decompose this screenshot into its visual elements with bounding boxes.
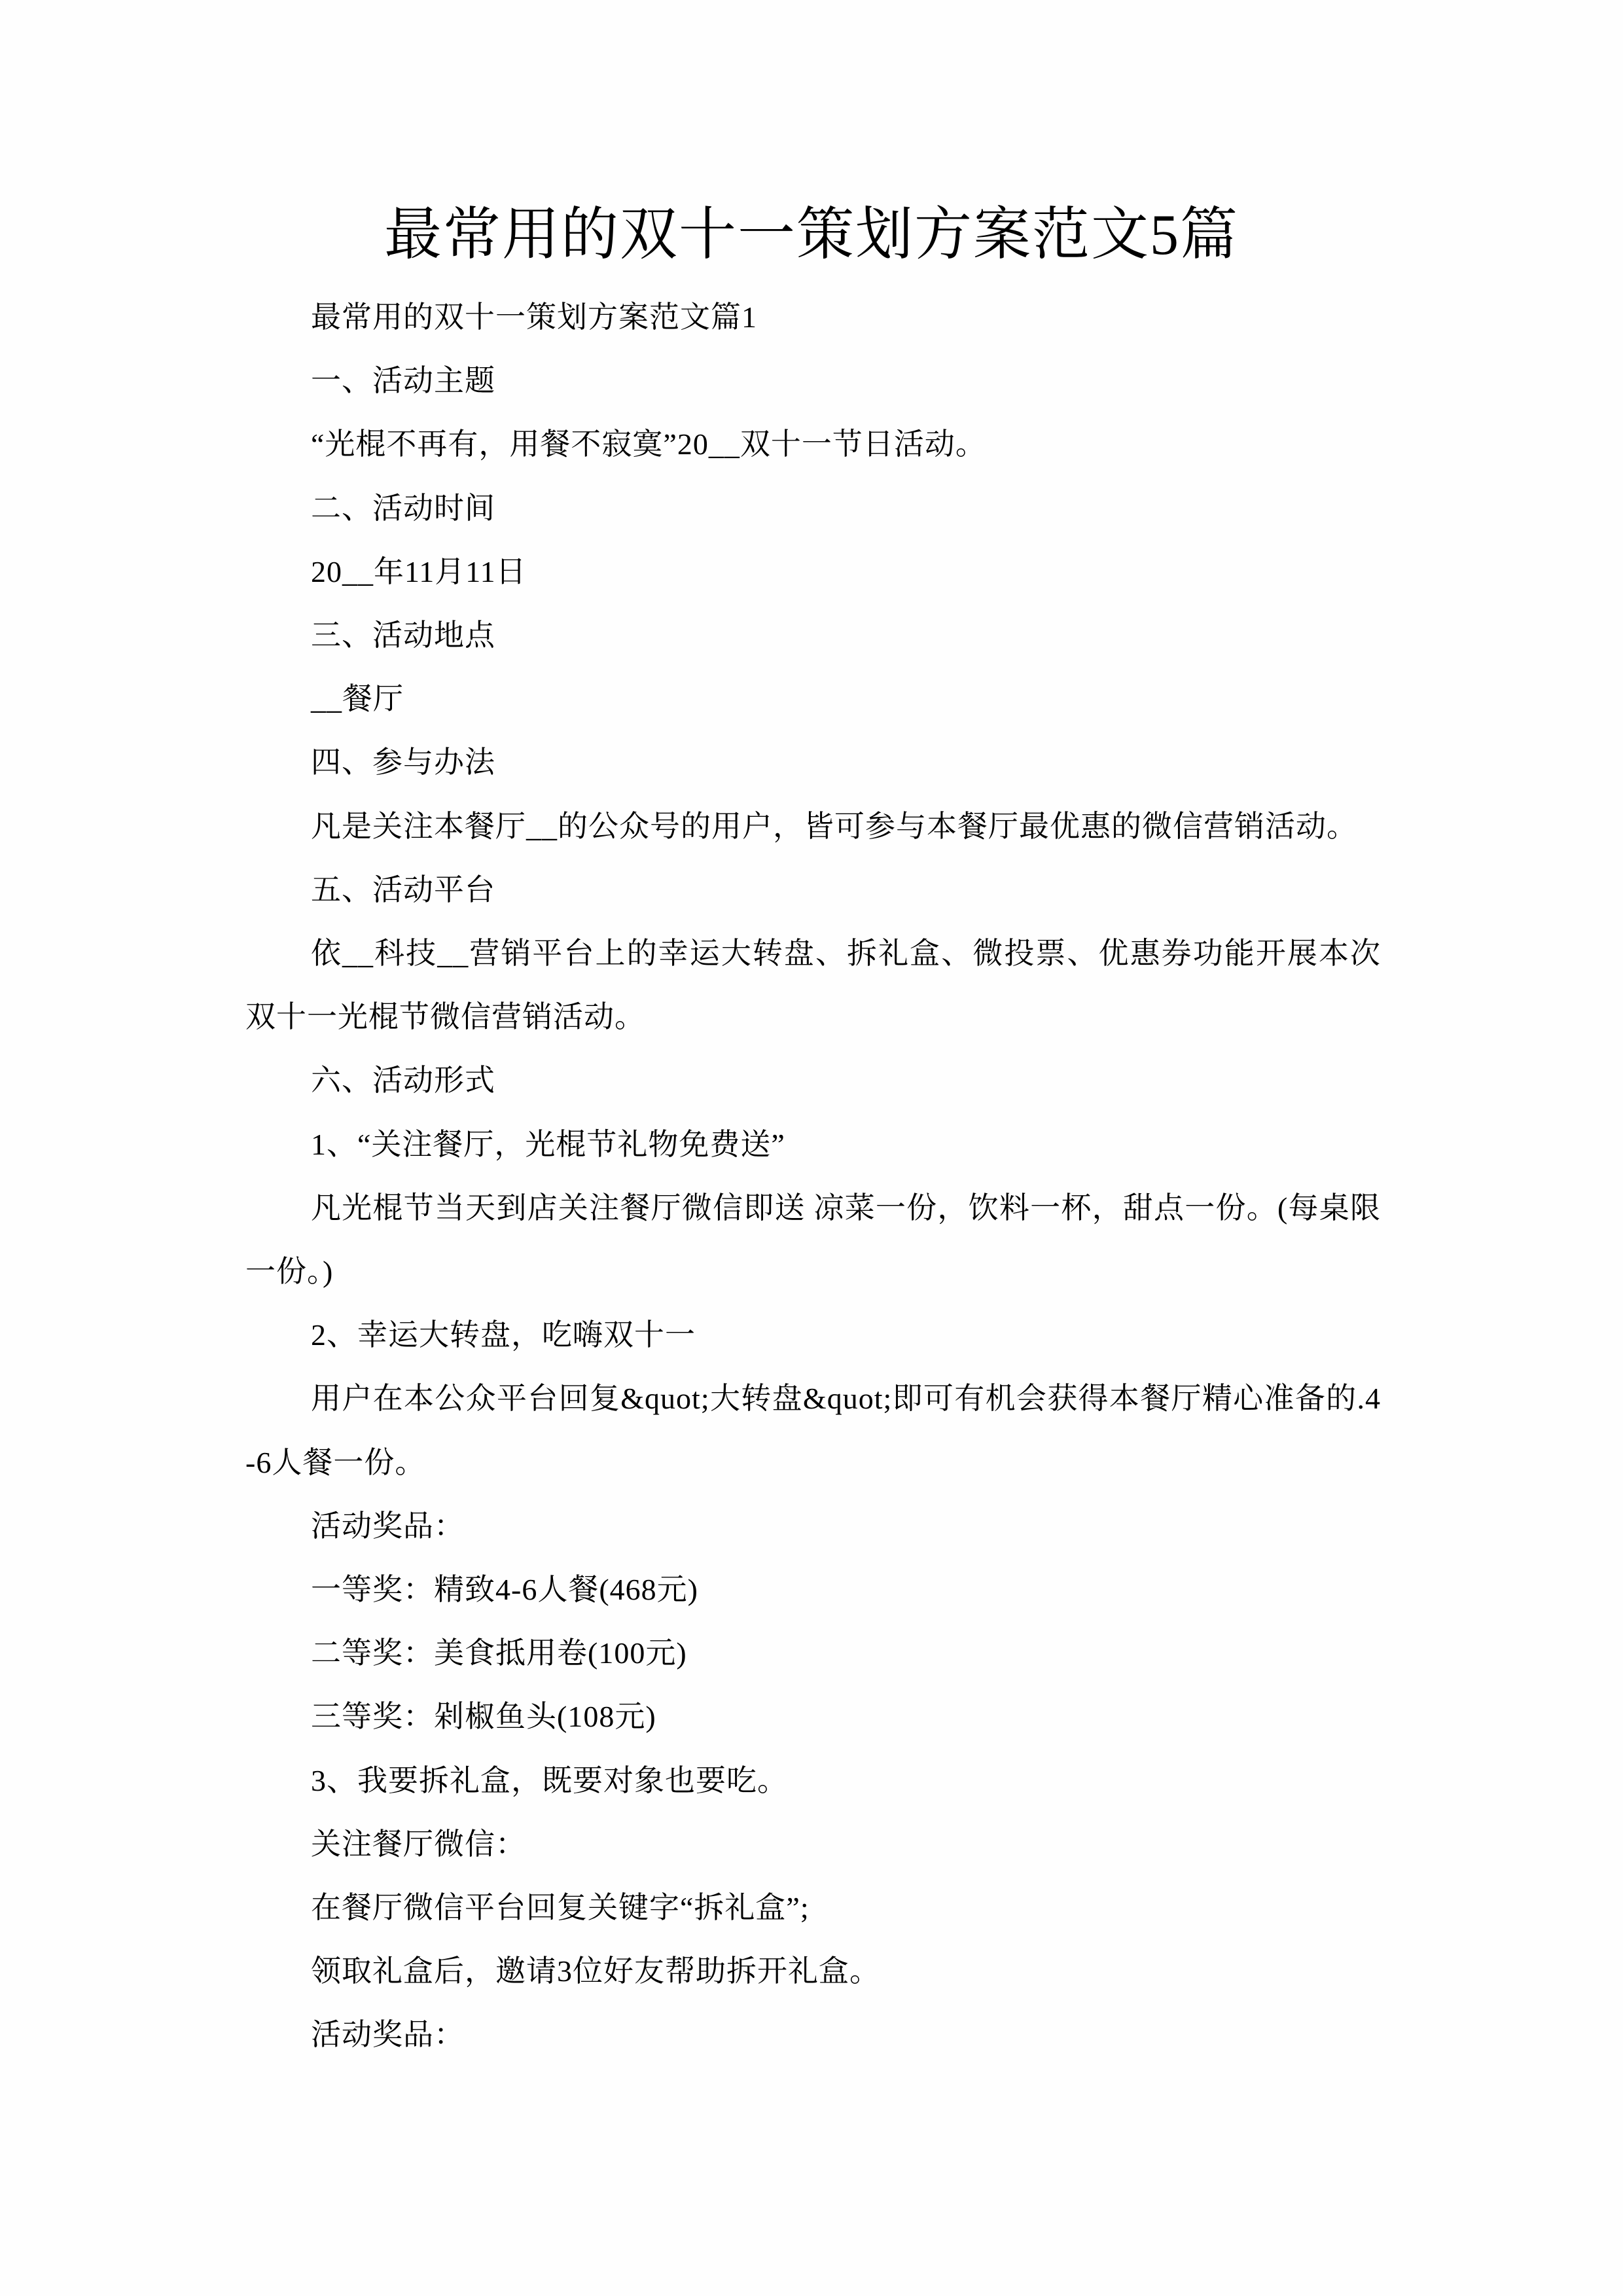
activity-time-text: 20__年11月11日: [311, 554, 527, 588]
format-item-2-text: 用户在本公众平台回复&quot;大转盘&quot;即可有机会获得本餐厅精心准备的.4-6人餐一份。: [245, 1382, 1381, 1479]
section-subtitle: 最常用的双十一策划方案范文篇1: [311, 300, 757, 334]
document-title: 最常用的双十一策划方案范文5篇: [383, 204, 1239, 267]
format-item-2-title: 2、幸运大转盘，吃嗨双十一: [311, 1318, 696, 1352]
format-item-3-title: 3、我要拆礼盒，既要对象也要吃。: [311, 1763, 788, 1797]
format-item-3-step-2: 领取礼盒后，邀请3位好友帮助拆开礼盒。: [311, 1954, 880, 1988]
heading-activity-theme: 一、活动主题: [311, 364, 495, 398]
heading-activity-location: 三、活动地点: [311, 619, 495, 653]
prize-first: 一等奖：精致4-6人餐(468元): [311, 1573, 698, 1607]
heading-participation: 四、参与办法: [311, 745, 495, 780]
heading-activity-format: 六、活动形式: [311, 1064, 495, 1098]
format-item-3-step-1: 在餐厅微信平台回复关键字“拆礼盒”;: [311, 1891, 810, 1925]
participation-text: 凡是关注本餐厅__的公众号的用户，皆可参与本餐厅最优惠的微信营销活动。: [311, 809, 1357, 843]
heading-activity-platform: 五、活动平台: [311, 872, 495, 906]
activity-platform-text: 依__科技__营销平台上的幸运大转盘、拆礼盒、微投票、优惠券功能开展本次双十一光棍节微信营销活动。: [245, 937, 1381, 1034]
document-body: [245, 285, 1381, 2067]
prizes-label-2: 活动奖品：: [311, 2018, 465, 2052]
format-item-1-title: 1、“关注餐厅，光棍节礼物免费送”: [311, 1127, 785, 1161]
heading-activity-time: 二、活动时间: [311, 491, 495, 525]
activity-location-text: __餐厅: [311, 682, 404, 716]
prize-third: 三等奖：剁椒鱼头(108元): [311, 1700, 656, 1734]
format-item-3-step-label: 关注餐厅微信：: [311, 1827, 526, 1861]
format-item-1-text: 凡光棍节当天到店关注餐厅微信即送 凉菜一份，饮料一杯，甜点一份。(每桌限一份。): [245, 1191, 1381, 1289]
activity-theme-text: “光棍不再有，用餐不寂寞”20__双十一节日活动。: [311, 427, 986, 461]
prize-second: 二等奖：美食抵用卷(100元): [311, 1636, 687, 1670]
prizes-label: 活动奖品：: [311, 1509, 465, 1543]
